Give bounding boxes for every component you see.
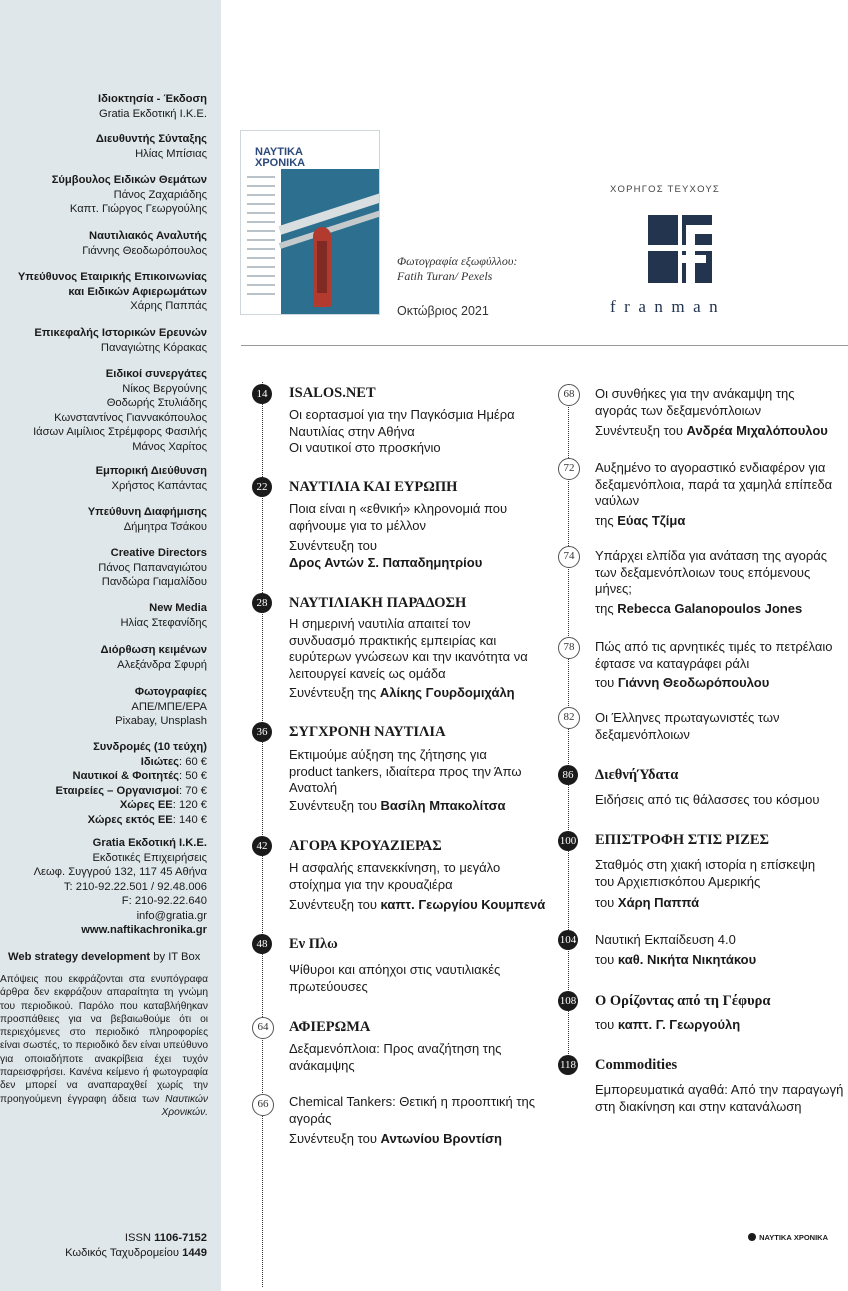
page-number[interactable]: 14 — [252, 384, 272, 404]
role-label: Ειδικοί συνεργάτες — [105, 368, 207, 380]
toc-subtitle: Οι ναυτικοί στο προσκήνιο — [289, 440, 441, 455]
person-name: Πάνος Ζαχαριάδης — [113, 188, 207, 201]
toc-section: ΔιεθνήΎδατα — [595, 767, 679, 783]
toc-subtitle: της Εύας Τζίμα — [595, 513, 686, 528]
toc-subtitle: Συνέντευξη του Βασίλη Μπακολίτσα — [289, 798, 506, 813]
page-number[interactable]: 66 — [252, 1094, 274, 1116]
toc-section: ΑΦΙΕΡΩΜΑ — [289, 1019, 371, 1035]
person-name: Κωνσταντίνος Γιαννακόπουλος — [54, 411, 207, 424]
page-number[interactable]: 118 — [558, 1055, 578, 1075]
toc-title[interactable]: Αυξημένο το αγοραστικό ενδιαφέρον για δεξαμενόπλοια, παρά τα χαμηλά επίπεδα ναύλων — [595, 460, 833, 508]
toc-title[interactable]: Οι εορτασμοί για την Παγκόσμια Ημέρα Ναυτιλίας στην Αθήνα — [289, 407, 515, 439]
role-label: Ιδιοκτησία - Έκδοση — [98, 93, 207, 105]
masthead-editor — [96, 132, 207, 161]
publisher-info — [34, 836, 207, 938]
toc-title[interactable]: Σταθμός στη χιακή ιστορία η επίσκεψη του Αρχιεπισκόπου Αμερικής — [595, 857, 816, 889]
page-number[interactable]: 42 — [252, 836, 272, 856]
role-label: Διόρθωση κειμένων — [100, 644, 207, 656]
toc-right-timeline — [568, 384, 569, 1074]
toc-title[interactable]: Chemical Tankers: Θετική η προοπτική της αγοράς — [289, 1094, 536, 1126]
person-name: Ηλίας Μπίσιας — [135, 147, 207, 160]
toc-title[interactable]: Η σημερινή ναυτιλία απαιτεί τον συνδυασμό πρακτικής εμπειρίας και ευρύτερων γνώσεων και την ικανότητα να λειτουργεί κανείς ως ομάδα — [289, 616, 528, 681]
person-name: Ιάσων Αιμίλιος Στρέμφορς Φασιλής — [33, 426, 207, 438]
toc-title[interactable]: Εκτιμούμε αύξηση της ζήτησης για product tankers, ιδιαίτερα προς την Άπω Ανατολή — [289, 747, 522, 795]
toc-section: ISALOS.NET — [289, 385, 376, 401]
masthead-new-media — [120, 601, 207, 630]
page-number[interactable]: 78 — [558, 637, 580, 659]
publisher-name: Gratia Εκδοτική Ι.Κ.Ε. — [92, 837, 207, 849]
page-number[interactable]: 108 — [558, 991, 578, 1011]
toc-section: ΝΑΥΤΙΛΙΑΚΗ ΠΑΡΑΔΟΣΗ — [289, 595, 467, 611]
person-name: Αλεξάνδρα Σφυρή — [117, 658, 207, 671]
subscription-row: Χώρες εκτός ΕΕ: 140 € — [87, 813, 207, 826]
toc-author: Δρος Αντών Σ. Παπαδημητρίου — [289, 555, 483, 570]
person-name: Μάνος Χαρίτος — [132, 440, 207, 453]
sponsor-label: ΧΟΡΗΓΟΣ ΤΕΥΧΟΥΣ — [610, 184, 720, 195]
masthead-proofreading — [101, 643, 207, 672]
person-name: Θοδωρής Στυλιάδης — [106, 397, 207, 409]
toc-section: Commodities — [595, 1057, 678, 1073]
toc-subtitle: Συνέντευξη του Αντωνίου Βροντίση — [289, 1131, 502, 1146]
person-name: Νίκος Βεργούνης — [122, 382, 207, 395]
role-label: Ναυτιλιακός Αναλυτής — [89, 230, 207, 242]
masthead-contributors — [33, 367, 207, 454]
page-number[interactable]: 22 — [252, 477, 272, 497]
toc-subtitle: του Γιάννη Θεοδωρόπουλου — [595, 675, 770, 690]
ship-image — [313, 227, 331, 307]
sponsor-logo-text: franman — [610, 297, 727, 316]
toc-title[interactable]: Οι Έλληνες πρωταγωνιστές των δεξαμενόπλοιων — [595, 710, 780, 742]
publisher-email[interactable]: info@gratia.gr — [136, 909, 207, 922]
publisher-fax: F: 210-92.22.640 — [121, 895, 207, 907]
person-name: Παναγιώτης Κόρακας — [100, 341, 207, 354]
subscription-row: Εταιρείες – Οργανισμοί: 70 € — [55, 784, 207, 797]
toc-title[interactable]: Πώς από τις αρνητικές τιμές το πετρέλαιο έφτασε να καταγράφει ράλι — [595, 639, 833, 671]
person-name: Ηλίας Στεφανίδης — [120, 616, 207, 629]
publisher-phone: T: 210-92.22.501 / 92.48.006 — [63, 880, 207, 893]
masthead-owner — [98, 92, 207, 121]
page-number[interactable]: 68 — [558, 384, 580, 406]
toc-subtitle: της Rebecca Galanopoulos Jones — [595, 601, 803, 616]
toc-subtitle: Συνέντευξη της Αλίκης Γουρδομιχάλη — [289, 685, 515, 700]
disclaimer: Απόψεις που εκφράζονται στα ενυπόγραφα άρθρα δεν εκφράζουν απαραίτητα τη γνώμη του περιοδικού. Παρόλο που καταβλήθηκαν προσπάθειες για να βεβαιωθούμε ότι οι περιεχόμενες στο περιοδικό πληροφορίες είναι σωστές, το περιοδικό δεν είναι υπεύθυνο για οποιαδήποτε ανακρίβεια έχει τυχόν παρεισφρήσει. Κανένα κείμενο ή φωτογραφία δεν μπορεί να αναπαραχθεί χωρίς την προηγούμενη έγγραφη άδεια των Ναυτικών Χρονικών. — [0, 974, 208, 1118]
role-label: New Media — [149, 602, 207, 614]
person-name: Pixabay, Unsplash — [115, 715, 207, 727]
person-name: Χάρης Παππάς — [130, 300, 207, 312]
role-label: Επικεφαλής Ιστορικών Ερευνών — [34, 327, 207, 339]
subscription-row: Ιδιώτες: 60 € — [140, 755, 207, 768]
toc-title[interactable]: Δεξαμενόπλοια: Προς αναζήτηση της ανάκαμψης — [289, 1041, 502, 1073]
toc-section: ΣΥΓΧΡΟΝΗ ΝΑΥΤΙΛΙΑ — [289, 724, 446, 740]
toc-title[interactable]: Οι συνθήκες για την ανάκαμψη της αγοράς των δεξαμενόπλοιων — [595, 386, 795, 418]
person-name: Gratia Εκδοτική Ι.Κ.Ε. — [99, 107, 207, 120]
page-number[interactable]: 72 — [558, 458, 580, 480]
brand-dot-icon — [748, 1233, 756, 1241]
page-number[interactable]: 104 — [558, 930, 578, 950]
footer-brand: ΝΑΥΤΙΚΑ ΧΡΟΝΙΚΑ — [748, 1233, 828, 1242]
person-name: Πανδώρα Γιαμαλίδου — [101, 576, 207, 588]
toc-subtitle: Συνέντευξη του Ανδρέα Μιχαλόπουλου — [595, 423, 828, 438]
toc-subtitle: του καθ. Νικήτα Νικητάκου — [595, 952, 757, 967]
masthead-sidebar — [0, 0, 221, 1291]
masthead-history — [34, 326, 207, 355]
toc-section: Εν Πλω — [289, 936, 338, 952]
subscriptions-title: Συνδρομές (10 τεύχη) — [93, 741, 207, 753]
page-number[interactable]: 100 — [558, 831, 578, 851]
publisher-website[interactable]: www.naftikachronika.gr — [81, 924, 207, 936]
toc-subtitle: Συνέντευξη του — [289, 538, 377, 553]
masthead-creative — [98, 546, 207, 590]
divider — [241, 345, 848, 346]
page-number[interactable]: 36 — [252, 722, 272, 742]
publisher-line: Εκδοτικές Επιχειρήσεις — [92, 851, 207, 864]
toc-title[interactable]: Ψίθυροι και απόηχοι στις ναυτιλιακές πρωτεύουσες — [289, 962, 501, 994]
person-name: Δήμητρα Τσάκου — [123, 520, 207, 533]
toc-section: ΕΠΙΣΤΡΟΦΗ ΣΤΙΣ ΡΙΖΕΣ — [595, 832, 770, 848]
toc-title[interactable]: Ναυτική Εκπαίδευση 4.0 — [595, 932, 736, 947]
page-number[interactable]: 74 — [558, 546, 580, 568]
toc-title[interactable]: Η ασφαλής επανεκκίνηση, το μεγάλο στοίχημα για την κρουαζιέρα — [289, 860, 501, 892]
toc-title[interactable]: Υπάρχει ελπίδα για ανάταση της αγοράς των δεξαμενόπλοιων τους επόμενους μήνες; — [595, 548, 828, 596]
toc-left-timeline — [262, 382, 263, 1287]
subscription-row: Χώρες ΕΕ: 120 € — [119, 799, 207, 811]
role-label: Υπεύθυνος Εταιρικής Επικοινωνίας και Ειδικών Αφιερωμάτων — [17, 271, 207, 298]
role-label: Εμπορική Διεύθυνση — [95, 465, 207, 477]
person-name: ΑΠΕ/ΜΠΕ/EPA — [131, 700, 207, 713]
subscriptions — [55, 740, 207, 827]
toc-section: ΑΓΟΡΑ ΚΡΟΥΑΖΙΕΡΑΣ — [289, 838, 442, 854]
page-number[interactable]: 82 — [558, 707, 580, 729]
person-name: Καπτ. Γιώργος Γεωργούλης — [69, 203, 207, 215]
masthead-communications — [7, 270, 207, 314]
toc-title[interactable]: Ποια είναι η «εθνική» κληρονομιά που αφήνουμε για το μέλλον — [289, 501, 508, 533]
web-strategy: Web strategy development by IT Box — [8, 951, 201, 963]
toc-subtitle: του Χάρη Παππά — [595, 895, 700, 910]
subscription-row: Ναυτικοί & Φοιτητές: 50 € — [72, 770, 207, 782]
role-label: Creative Directors — [110, 547, 207, 559]
page-number[interactable]: 48 — [252, 934, 272, 954]
franman-logo-icon — [648, 215, 712, 283]
publisher-address: Λεωφ. Συγγρού 132, 117 45 Αθήνα — [33, 866, 207, 878]
role-label: Σύμβουλος Ειδικών Θεμάτων — [51, 174, 207, 186]
person-name: Χρήστος Καπάντας — [111, 479, 207, 492]
toc-subtitle: Συνέντευξη του καπτ. Γεωργίου Κουμπενά — [289, 897, 546, 912]
role-label: Υπεύθυνη Διαφήμισης — [87, 506, 207, 518]
issn: ISSN 1106-7152 Κωδικός Ταχυδρομείου 1449 — [65, 1232, 207, 1259]
toc-title[interactable]: Εμπορευματικά αγαθά: Από την παραγωγή στη διακίνηση και στην κατανάλωση — [595, 1082, 844, 1114]
masthead-analyst — [82, 229, 207, 258]
toc-section: Ο Ορίζοντας από τη Γέφυρα — [595, 993, 771, 1009]
role-label: Διευθυντής Σύνταξης — [95, 133, 207, 145]
person-name: Πάνος Παπαναγιώτου — [98, 561, 207, 574]
toc-section: ΝΑΥΤΙΛΙΑ ΚΑΙ ΕΥΡΩΠΗ — [289, 479, 458, 495]
issue-date: Οκτώβριος 2021 — [397, 304, 489, 318]
masthead-commercial — [96, 464, 207, 493]
role-label: Φωτογραφίες — [134, 686, 207, 698]
photo-credit: Φωτογραφία εξωφύλλου: Fatih Turan/ Pexels — [397, 254, 518, 283]
masthead-photos — [115, 685, 207, 729]
masthead-advertising — [88, 505, 207, 534]
page-number[interactable]: 28 — [252, 593, 272, 613]
masthead-special-advisor — [52, 173, 207, 217]
page-number[interactable]: 86 — [558, 765, 578, 785]
cover-title: ΝΑΥΤΙΚΑ ΧΡΟΝΙΚΑ — [255, 146, 306, 169]
toc-subtitle: του καπτ. Γ. Γεωργούλη — [595, 1017, 741, 1032]
page-number[interactable]: 64 — [252, 1017, 274, 1039]
cover-thumbnail — [241, 131, 379, 314]
person-name: Γιάννης Θεοδωρόπουλος — [82, 244, 207, 257]
toc-title[interactable]: Ειδήσεις από τις θάλασσες του κόσμου — [595, 792, 820, 807]
